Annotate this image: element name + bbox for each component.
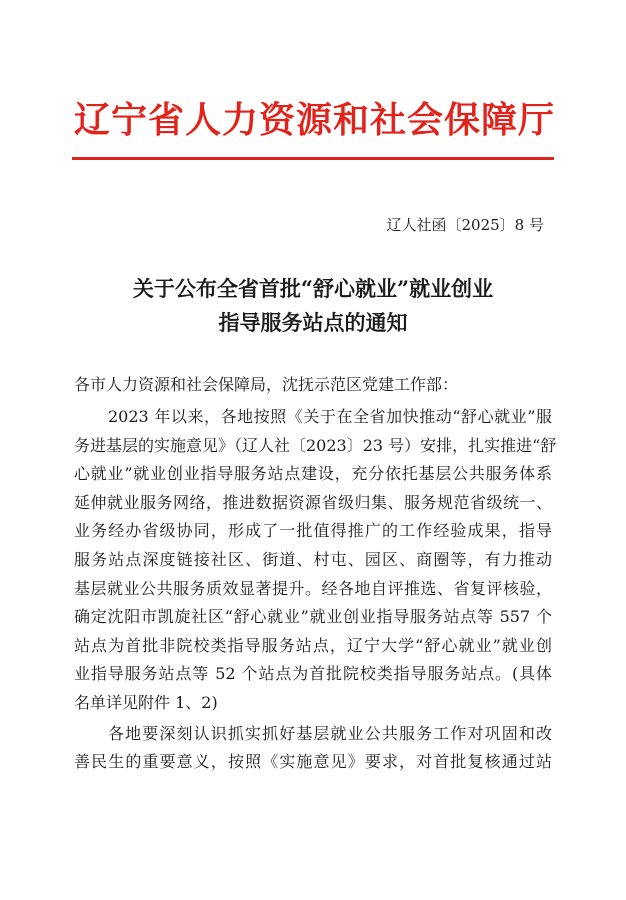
body-line: 善民生的重要意义，按照《实施意见》要求，对首批复核通过站 (74, 752, 552, 772)
body-line: 2023 年以来，各地按照《关于在全省加快推动“舒心就业”服 (108, 407, 552, 426)
body-line: 延伸就业服务网络，推进数据资源省级归集、服务规范省级统一、 (74, 492, 552, 512)
body-line: 务进基层的实施意见》（辽人社〔2023〕23 号）安排，扎实推进“舒 (74, 435, 557, 455)
paragraph-2 (74, 720, 552, 777)
body-line: 业务经办省级协同，形成了一批值得推广的工作经验成果，指导 (74, 521, 552, 541)
document-number: 辽人社函〔2025〕8 号 (386, 216, 544, 234)
body-line: 名单详见附件 1、2) (74, 692, 218, 712)
body-text (74, 403, 557, 777)
body-line: 站点为首批非院校类指导服务站点，辽宁大学“舒心就业”就业创 (74, 635, 552, 655)
document-title-line-1: 关于公布全省首批“舒心就业”就业创业 (132, 276, 494, 301)
document-title (60, 272, 566, 340)
body-line: 业指导服务站点等 52 个站点为首批院校类指导服务站点。(具体 (74, 664, 552, 684)
header-red-rule (72, 157, 554, 160)
addressee-line: 各市人力资源和社会保障局，沈抚示范区党建工作部： (74, 375, 459, 394)
document-title-line-2: 指导服务站点的通知 (218, 310, 408, 335)
issuing-org-header: 辽宁省人力资源和社会保障厅 (74, 99, 556, 141)
paragraph-1 (74, 403, 557, 718)
body-line: 确定沈阳市凯旋社区“舒心就业”就业创业指导服务站点等 557 个 (74, 607, 552, 627)
body-line: 基层就业公共服务质效显著提升。经各地自评推选、省复评核验， (74, 578, 552, 598)
body-line: 各地要深刻认识抓实抓好基层就业公共服务工作对巩固和改 (108, 723, 552, 743)
body-line: 心就业”就业创业指导服务站点建设，充分依托基层公共服务体系 (74, 464, 552, 484)
body-line: 服务站点深度链接社区、街道、村屯、园区、商圈等，有力推动 (74, 549, 552, 569)
